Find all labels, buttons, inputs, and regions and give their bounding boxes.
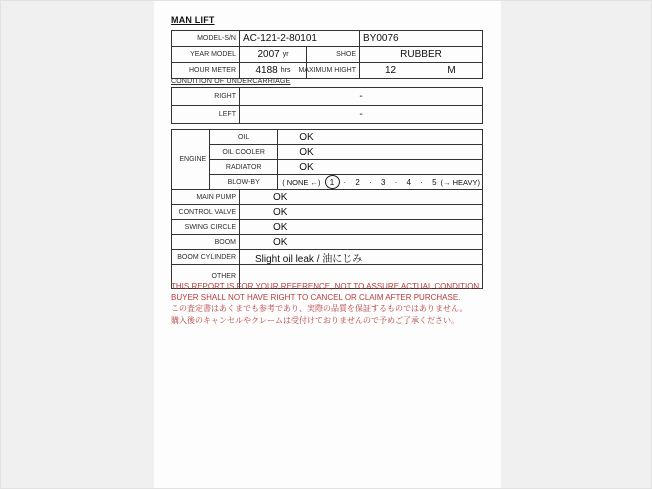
boom-cylinder-value: Slight oil leak / 油にじみ [255,253,363,265]
disclaimer [171,281,483,326]
max-height-unit: M [447,65,456,76]
max-height-label: MAXIMUM HIGHT [307,63,360,78]
undercarriage-row-left [172,105,482,123]
oil-cooler-label: OIL COOLER [210,145,278,159]
undercarriage-heading: CONDITION OF UNDERCARRIAGE [171,78,291,85]
disclaimer-line-2: BUYER SHALL NOT HAVE RIGHT TO CANCEL OR CLAIM AFTER PURCHASE. [171,293,461,303]
hour-meter-value-cell [240,63,307,78]
oil-label: OIL [210,130,278,144]
boom-cylinder-label: BOOM CYLINDER [172,250,240,264]
max-height-value-cell [360,63,482,78]
blowby-scale [278,175,482,189]
inspection-table [171,129,483,289]
spec-row-hour [172,62,482,78]
boom-label: BOOM [172,235,240,249]
hour-meter-unit: hrs [280,67,291,74]
serial-value: BY0076 [363,33,399,44]
blowby-scale-prefix: ( NONE ←) [282,177,321,187]
radiator-label: RADIATOR [210,160,278,174]
hour-meter-value: 4188 [255,65,278,76]
year-model-value-cell [240,47,307,62]
oil-value: OK [299,131,314,143]
blowby-scale-suffix: (→ HEAVY) [440,177,480,187]
blowby-scale-numbers: · 2 · 3 · 4 · 5 [343,177,438,187]
engine-row-radiator [210,159,482,174]
right-value: - [359,91,363,102]
left-label: LEFT [172,106,240,123]
shoe-value: RUBBER [400,49,442,60]
blowby-label: BLOW-BY [210,175,278,189]
control-valve-label: CONTROL VALVE [172,205,240,219]
right-label: RIGHT [172,88,240,105]
disclaimer-line-3: この査定書はあくまでも参考であり、実際の品質を保証するものではありません。 [171,304,468,314]
year-model-label: YEAR MODEL [172,47,240,62]
spec-row-model [172,31,482,46]
inspection-row-boom [172,235,482,250]
other-label: OTHER [172,265,240,288]
inspection-row-swing-circle [172,220,482,235]
swing-circle-value: OK [273,221,288,233]
spec-row-year [172,46,482,62]
main-pump-value: OK [273,191,288,203]
inspection-row-boom-cylinder [172,250,482,265]
year-model-value: 2007 [257,49,280,60]
max-height-value: 12 [384,65,397,76]
boom-value: OK [273,236,288,248]
main-pump-label: MAIN PUMP [172,190,240,204]
radiator-value: OK [299,161,314,173]
disclaimer-line-4: 購入後のキャンセルやクレームは受付けておりませんので予めご了承ください。 [171,315,459,325]
undercarriage-table [171,87,483,124]
engine-row-blowby [210,174,482,189]
spec-table [171,30,483,79]
undercarriage-row-right [172,88,482,105]
left-value: - [359,109,363,120]
engine-section [172,130,482,190]
page-title: MAN LIFT [171,15,215,25]
model-sn-label: MODEL-S/N [172,31,240,46]
control-valve-value: OK [273,206,288,218]
engine-rows [210,130,482,189]
report-page [154,1,501,489]
oil-cooler-value: OK [299,146,314,158]
model-sn-value: AC-121-2-80101 [240,31,360,46]
blowby-selected-circle: 1 [325,175,340,189]
hour-meter-label: HOUR METER [172,63,240,78]
inspection-row-main-pump [172,190,482,205]
engine-row-oil-cooler [210,144,482,159]
shoe-label: SHOE [307,47,360,62]
engine-row-oil [210,130,482,144]
swing-circle-label: SWING CIRCLE [172,220,240,234]
engine-label: ENGINE [172,130,210,189]
year-model-unit: yr [282,51,289,58]
disclaimer-line-1: THIS REPORT IS FOR YOUR REFERENCE, NOT TO ASSURE ACTUAL CONDITION. [171,282,482,291]
inspection-row-control-valve [172,205,482,220]
